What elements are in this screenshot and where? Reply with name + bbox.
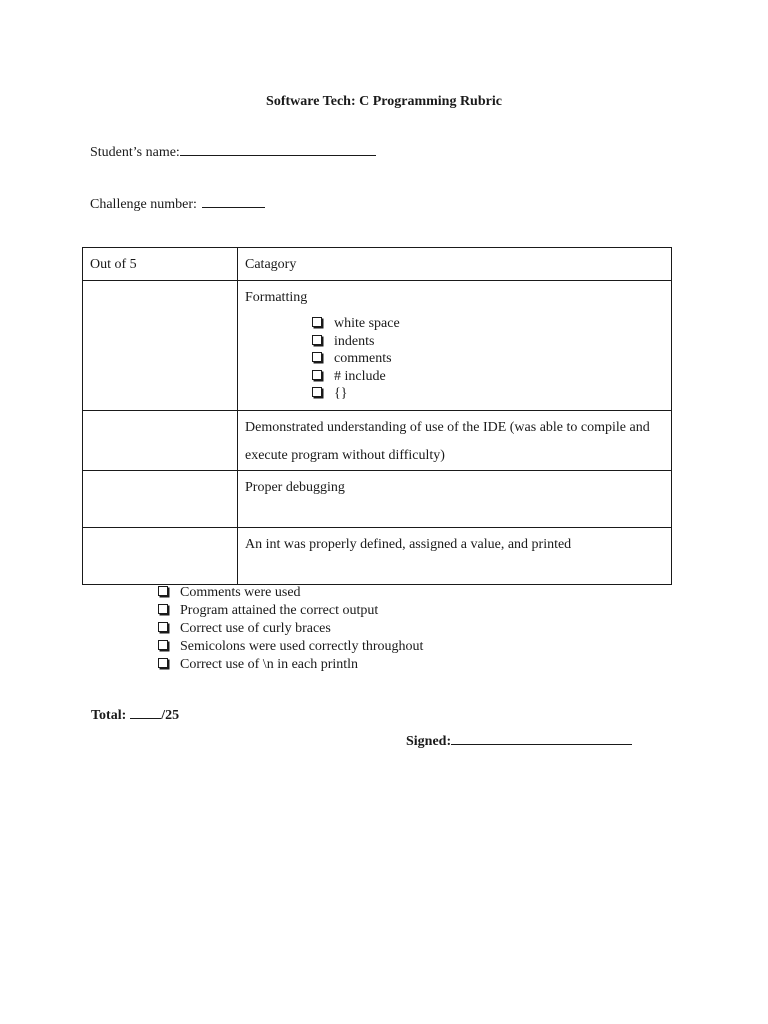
score-cell[interactable] — [83, 528, 238, 585]
checklist-item-label: white space — [334, 316, 400, 331]
checklist-item — [312, 350, 671, 368]
checkbox-icon[interactable] — [158, 586, 168, 596]
total-score-blank[interactable] — [130, 717, 161, 719]
checkbox-icon[interactable] — [312, 352, 322, 362]
checklist-item-label: Correct use of curly braces — [180, 621, 331, 636]
challenge-number-label: Challenge number: — [90, 197, 197, 212]
checklist-item — [158, 584, 423, 602]
score-cell[interactable] — [83, 281, 238, 411]
student-name-blank[interactable] — [180, 154, 376, 156]
table-row — [83, 528, 672, 585]
checklist-item — [158, 602, 423, 620]
table-row — [83, 411, 672, 471]
table-row — [83, 471, 672, 528]
header-score: Out of 5 — [83, 248, 238, 281]
checkbox-icon[interactable] — [158, 622, 168, 632]
total-denominator: /25 — [161, 708, 180, 723]
checkbox-icon[interactable] — [312, 317, 322, 327]
checkbox-icon[interactable] — [312, 335, 322, 345]
score-cell[interactable] — [83, 471, 238, 528]
checklist-item — [312, 333, 671, 351]
checklist-item-label: Comments were used — [180, 585, 301, 600]
checklist-item-label: indents — [334, 333, 375, 349]
score-cell[interactable] — [83, 411, 238, 471]
total-label: Total: — [91, 708, 127, 723]
student-name-label: Student’s name: — [90, 145, 180, 160]
total-line — [91, 708, 179, 724]
document-title: Software Tech: C Programming Rubric — [266, 94, 502, 109]
formatting-checklist — [245, 315, 671, 403]
signed-label: Signed: — [406, 734, 452, 749]
checklist-item — [158, 656, 423, 674]
checkbox-icon[interactable] — [312, 387, 322, 397]
challenge-number-blank[interactable] — [202, 206, 265, 208]
category-cell-formatting — [238, 281, 672, 411]
category-cell-int: An int was properly defined, assigned a value, and printed — [238, 528, 672, 585]
table-header-row — [83, 248, 672, 281]
category-cell-ide: Demonstrated understanding of use of the IDE (was able to compile and execute program without difficulty) — [238, 411, 672, 471]
checklist-item — [158, 620, 423, 638]
checklist-item-label: Semicolons were used correctly throughout — [180, 639, 424, 654]
checklist-item-label: Program attained the correct output — [180, 603, 379, 618]
formatting-label: Formatting — [245, 290, 308, 305]
checklist-item-label: # include — [334, 368, 386, 384]
checkbox-icon[interactable] — [312, 370, 322, 380]
checklist-item — [312, 385, 671, 403]
checklist-item-label: comments — [334, 351, 392, 366]
checklist-item-label: Correct use of \n in each println — [180, 657, 359, 672]
signature-line — [406, 734, 632, 750]
challenge-number-line — [90, 197, 265, 213]
checklist-item-label: {} — [334, 386, 348, 401]
checkbox-icon[interactable] — [158, 604, 168, 614]
category-cell-debugging: Proper debugging — [238, 471, 672, 528]
student-name-line — [90, 145, 376, 161]
checklist-item — [312, 368, 671, 386]
checklist-item — [312, 315, 671, 333]
table-row — [83, 281, 672, 411]
checkbox-icon[interactable] — [158, 640, 168, 650]
checklist-item — [158, 638, 423, 656]
rubric-table — [82, 247, 672, 585]
checkbox-icon[interactable] — [158, 658, 168, 668]
header-category: Catagory — [238, 248, 672, 281]
signature-blank[interactable] — [451, 743, 632, 745]
additional-checklist — [158, 584, 423, 674]
